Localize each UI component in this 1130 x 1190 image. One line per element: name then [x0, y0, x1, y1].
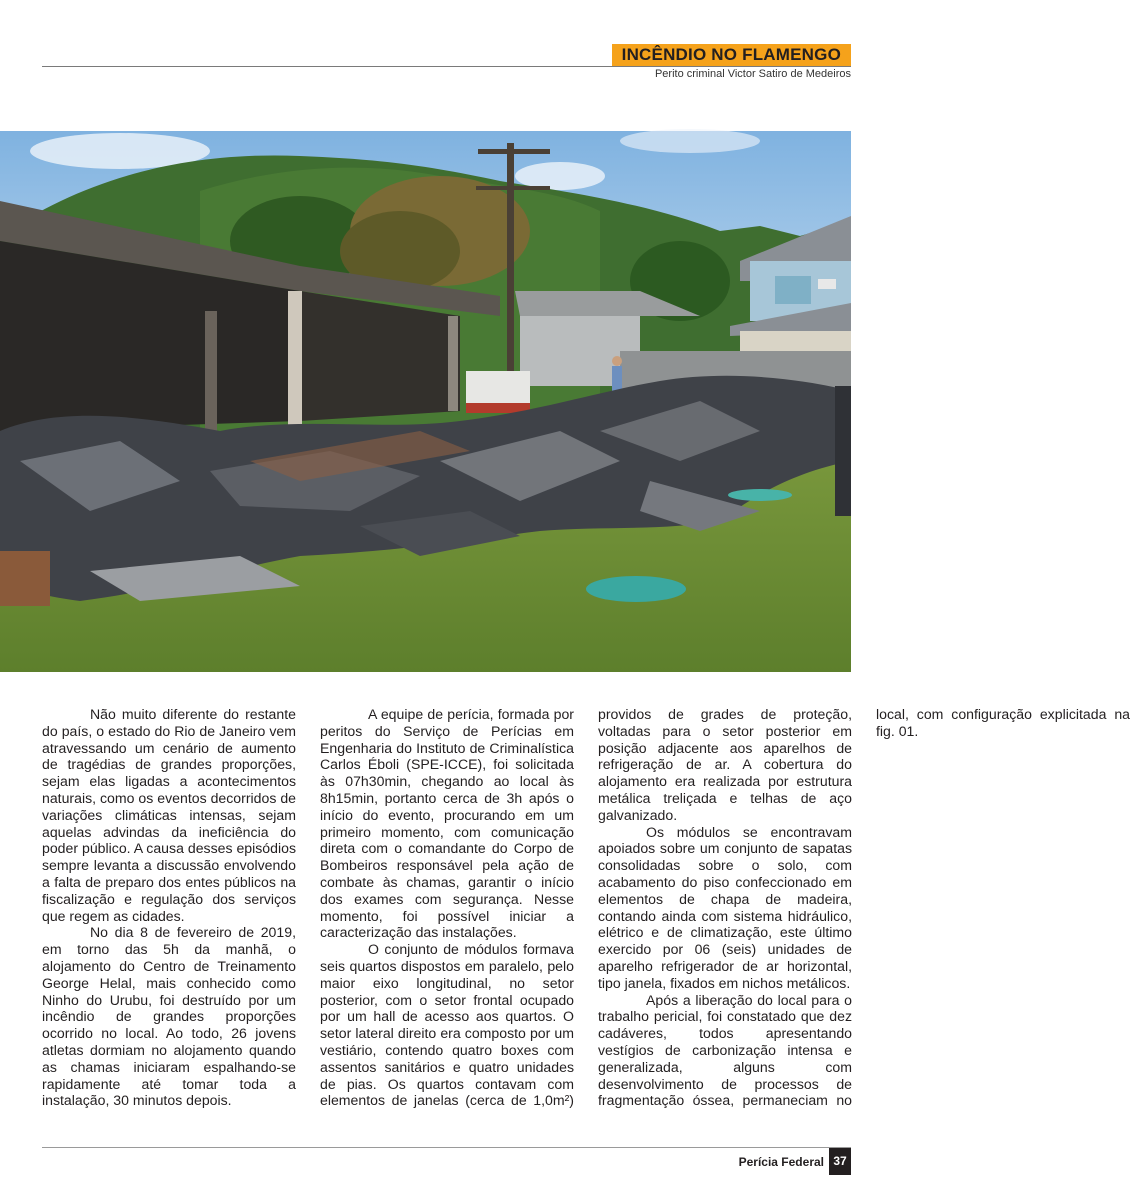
article-body: [42, 706, 1130, 1111]
article-paragraph: Após a liberação do local para o trabalho pericial, foi constatado que dez cadáveres, todos apresentando vestígios de carbonização intensa e generalizada, alguns com desenvolvimento de processos de fragmentação óssea, permaneciam no local, com configuração explicitada na fig. 01.: [598, 706, 1130, 1109]
burned-dormitory-photo: [0, 131, 851, 672]
section-label: INCÊNDIO NO FLAMENGO: [612, 44, 851, 66]
article-paragraph: A equipe de perícia, formada por peritos do Serviço de Perícias em Engenharia do Instituto de Criminalística Carlos Éboli (SPE-ICCE), foi solicitada às 07h30min, chegando ao local às 8h15min, portanto cerca de 3h após o início do evento, procurando em um primeiro momento, com comunicação direta com o comandante do Corpo de Bombeiros responsável pela ação de combate às chamas, garantir o início dos exames com segurança. Nesse momento, foi possível iniciar a caracterização das instalações.: [320, 706, 574, 941]
author-credit: Perito criminal Victor Satiro de Medeiros: [654, 68, 851, 80]
manhole-cover: [728, 489, 792, 501]
support-pillar: [288, 291, 302, 431]
article-paragraph: Não muito diferente do restante do país, o estado do Rio de Janeiro vem atravessando um cenário de aumento de tragédias de grandes proporções, sejam elas ligadas a acontecimentos naturais, como os eventos decorridos de variações climáticas intensas, sejam aquelas advindas da ineficiência do poder público. A causa desses episódios sempre levanta a discussão envolvendo a falta de preparo dos entes públicos na fiscalização e regulação dos serviços que regem as cidades.: [42, 706, 296, 924]
page-number: 37: [829, 1148, 851, 1175]
utility-pole: [507, 143, 514, 373]
header-divider: [42, 66, 851, 67]
article-paragraph: Os módulos se encontravam apoiados sobre um conjunto de sapatas consolidadas sobre o solo, com acabamento do piso confeccionado em elementos de chapa de madeira, contando ainda com sistema hidráulico, elétrico e de climatização, este último exercido por 06 (seis) unidades de aparelho refrigerador de ar horizontal, tipo janela, fixados em nichos metálicos.: [598, 823, 852, 991]
footer-divider: [42, 1147, 851, 1148]
article-paragraph: No dia 8 de fevereiro de 2019, em torno das 5h da manhã, o alojamento do Centro de Treinamento George Helal, mais conhecido como Ninho do Urubu, foi destruído por um incêndio de grandes proporções ocorrido no local. Ao todo, 26 jovens atletas dormiam no alojamento quando as chamas iniciaram espalhando-se rapidamente até tomar toda a instalação, 30 minutos depois.: [42, 924, 296, 1109]
publication-name: Perícia Federal: [738, 1155, 824, 1169]
article-paragraph: O conjunto de módulos formava seis quartos dispostos em paralelo, pelo maior eixo longitudinal, no setor posterior, com o setor frontal ocupado por um hall de acesso aos quartos. O setor lateral direito era composto por um vestiário, contendo quatro boxes com assentos sanitários e quatro unidades de pias. Os quartos contavam com elementos de janelas (cerca de 1,0m²) providos de grades de proteção, voltadas para o setor posterior em posição adjacente aos aparelhos de refrigeração de ar. A cobertura do alojamento era realizada por estrutura metálica treliçada e telhas de aço galvanizado.: [320, 706, 852, 1109]
manhole-cover: [586, 576, 686, 602]
